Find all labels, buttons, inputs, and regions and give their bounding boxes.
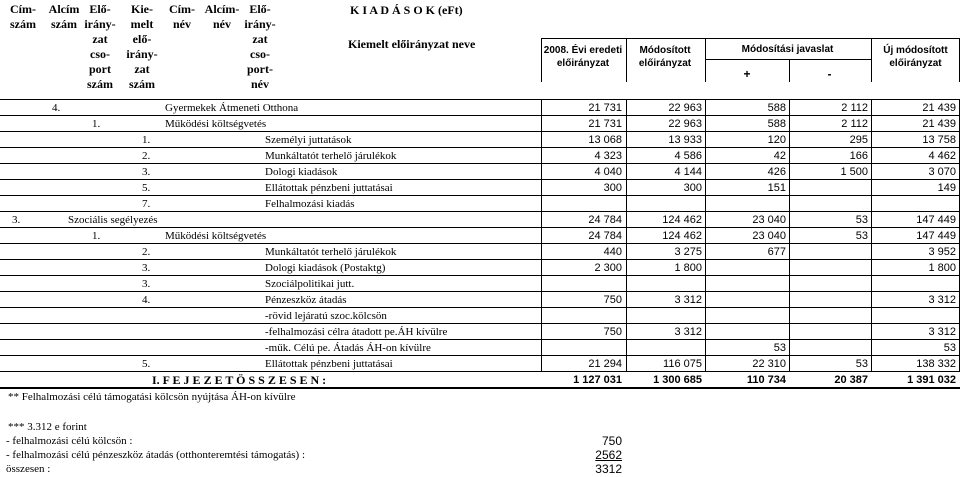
- cell-mod: 116 075: [663, 358, 702, 370]
- cell-orig: 24 784: [588, 230, 622, 242]
- row-code: 2.: [142, 150, 151, 162]
- cell-orig: 750: [603, 326, 622, 338]
- header-text: irány-: [126, 47, 158, 61]
- row-label: Működési költségvetés: [165, 118, 267, 130]
- row-label: Működési költségvetés: [165, 230, 267, 242]
- note-value-kolcson: 750: [601, 434, 622, 448]
- cell-new: [871, 308, 956, 324]
- cell-new: 21 439: [922, 102, 956, 114]
- cell-mod: 3 275: [674, 246, 702, 258]
- cell-plus: [705, 324, 786, 340]
- header-text: 2008. Évi eredeti: [543, 45, 623, 56]
- cell-plus: [705, 276, 786, 292]
- footnote-amount: *** 3.312 e forint: [8, 421, 87, 433]
- cell-minus: 53: [855, 230, 868, 242]
- javaslat-divider-line: [705, 59, 871, 60]
- cell-orig: [541, 196, 622, 212]
- cell-mod: 4 144: [674, 166, 702, 178]
- header-text: szám: [10, 17, 36, 31]
- row-code: 3.: [12, 214, 21, 226]
- cell-new: 1 800: [928, 262, 956, 274]
- cell-minus: 295: [849, 134, 868, 146]
- table-row: [0, 228, 960, 244]
- table-row: [0, 372, 960, 388]
- header-divider: [541, 38, 542, 82]
- header-text: Elő-: [89, 2, 111, 16]
- header-text: Cím-: [169, 2, 195, 16]
- header-text: elő-: [132, 32, 152, 46]
- col-header-cim-nev: [162, 2, 202, 32]
- header-text: Alcím: [48, 2, 80, 16]
- header-text: név: [213, 17, 231, 31]
- table-row: [0, 260, 960, 276]
- col-header-alcim-szam: [44, 2, 84, 32]
- cell-mod: 1 800: [674, 262, 702, 274]
- header-text: Módosított: [639, 45, 691, 56]
- row-label: I. F E J E Z E T Ö S S Z E S E N :: [152, 373, 327, 387]
- table-row: [0, 308, 960, 324]
- cell-new: 3 312: [928, 294, 956, 306]
- col-header-kiemelt-szam: [122, 2, 162, 92]
- cell-minus: [789, 244, 868, 260]
- table-row: [0, 212, 960, 228]
- table-row: [0, 292, 960, 308]
- header-text: port: [89, 62, 111, 76]
- table-row: [0, 196, 960, 212]
- cell-new: [871, 196, 956, 212]
- row-code: 4.: [142, 294, 151, 306]
- cell-plus: 588: [767, 102, 786, 114]
- cell-minus: [789, 276, 868, 292]
- cell-minus: 166: [849, 150, 868, 162]
- col-header-minus: -: [827, 67, 832, 81]
- cell-plus: 110 734: [746, 374, 786, 386]
- cell-minus: 53: [855, 358, 868, 370]
- cell-minus: [789, 292, 868, 308]
- header-top-line: [541, 38, 960, 39]
- cell-orig: [541, 340, 622, 356]
- cell-orig: [541, 308, 622, 324]
- cell-orig: 4 323: [594, 150, 622, 162]
- col-header-eredeti: [541, 44, 625, 70]
- header-divider: [789, 59, 790, 82]
- row-code: 4.: [52, 102, 61, 114]
- table-row: [0, 164, 960, 180]
- table-row: [0, 340, 960, 356]
- row-code: 1.: [142, 134, 151, 146]
- row-label: Dologi kiadások (Postaktg): [265, 262, 386, 274]
- cell-minus: [789, 308, 868, 324]
- cell-orig: 21 731: [588, 102, 622, 114]
- row-code: 1.: [92, 118, 101, 130]
- table-row: [0, 244, 960, 260]
- cell-new: 53: [943, 342, 956, 354]
- header-text: előirányzat: [889, 58, 942, 69]
- header-text: irány-: [244, 17, 276, 31]
- cell-plus: 588: [767, 118, 786, 130]
- cell-new: [871, 276, 956, 292]
- col-header-uj-modositott: [871, 44, 960, 70]
- row-label: Ellátottak pénzbeni juttatásai: [265, 358, 393, 370]
- kiemelt-eloiranyzat-neve-label: Kiemelt előirányzat neve: [348, 37, 476, 51]
- cell-orig: 1 127 031: [573, 374, 622, 386]
- cell-mod: 22 963: [668, 118, 702, 130]
- cell-orig: 21 731: [588, 118, 622, 130]
- note-line-kolcson: - felhalmozási célú kölcsön :: [6, 435, 133, 447]
- cell-new: 147 449: [916, 214, 956, 226]
- header-text: szám: [87, 77, 113, 91]
- table-row: [0, 116, 960, 132]
- cell-plus: 23 040: [752, 214, 786, 226]
- header-divider: [705, 38, 706, 82]
- cell-mod: 13 933: [668, 134, 702, 146]
- header-text: Alcím-: [204, 2, 240, 16]
- row-label: Szociális segélyezés: [68, 214, 158, 226]
- header-text: cso-: [250, 47, 270, 61]
- cell-new: 1 391 032: [907, 374, 956, 386]
- cell-plus: 120: [767, 134, 786, 146]
- cell-orig: 21 294: [588, 358, 622, 370]
- row-label: -műk. Célú pe. Átadás ÁH-on kívülre: [265, 342, 431, 354]
- row-code: 2.: [142, 246, 151, 258]
- col-header-cim-szam: [4, 2, 42, 32]
- note-value-osszesen: 3312: [595, 462, 622, 476]
- cell-orig: 13 068: [588, 134, 622, 146]
- cell-minus: 2 112: [841, 118, 868, 130]
- cell-orig: [541, 276, 622, 292]
- row-code: 5.: [142, 182, 151, 194]
- header-divider: [871, 38, 872, 82]
- col-header-modositasi-javaslat: Módosítási javaslat: [741, 44, 834, 55]
- footnote-loan: ** Felhalmozási célú támogatási kölcsön nyújtása ÁH-on kívülre: [8, 391, 296, 403]
- col-header-eloiranyzat-csoport-nev: [238, 2, 282, 92]
- col-header-eloiranyzat-csoport-szam: [80, 2, 120, 92]
- cell-plus: 426: [767, 166, 786, 178]
- cell-mod: 1 300 685: [653, 374, 702, 386]
- header-text: név: [251, 77, 269, 91]
- header-text: zat: [252, 32, 268, 46]
- cell-minus: [789, 180, 868, 196]
- header-text: előirányzat: [638, 58, 692, 69]
- table-row: [0, 356, 960, 372]
- cell-minus: 2 112: [841, 102, 868, 114]
- row-divider: [0, 387, 960, 389]
- row-code: 3.: [142, 278, 151, 290]
- table-row: [0, 276, 960, 292]
- cell-new: 149: [937, 182, 956, 194]
- cell-minus: 20 387: [834, 374, 868, 386]
- cell-orig: 2 300: [594, 262, 622, 274]
- row-label: Szociálpolitikai jutt.: [265, 278, 355, 290]
- cell-mod: 3 312: [674, 294, 702, 306]
- header-text: előirányzat: [556, 58, 610, 69]
- page-title: K I A D Á S O K (eFt): [350, 3, 463, 17]
- cell-plus: 53: [773, 342, 786, 354]
- cell-minus: [789, 340, 868, 356]
- row-label: -rövid lejáratú szoc.kölcsön: [265, 310, 387, 322]
- table-row: [0, 100, 960, 116]
- cell-new: 21 439: [922, 118, 956, 130]
- header-divider: [626, 38, 627, 82]
- row-label: Munkáltatót terhelő járulékok: [265, 246, 397, 258]
- cell-minus: 1 500: [840, 166, 868, 178]
- cell-new: 147 449: [916, 230, 956, 242]
- row-code: 3.: [142, 262, 151, 274]
- cell-mod: 300: [683, 182, 702, 194]
- cell-plus: [705, 260, 786, 276]
- row-label: Dologi kiadások: [265, 166, 338, 178]
- note-value-penzeszkoz: 2562: [595, 448, 622, 462]
- table-row: [0, 324, 960, 340]
- header-text: zat: [134, 62, 150, 76]
- cell-minus: [789, 196, 868, 212]
- row-label: Gyermekek Átmeneti Otthona: [165, 102, 299, 114]
- table-row: [0, 148, 960, 164]
- header-text: Elő-: [249, 2, 271, 16]
- cell-mod: 4 586: [674, 150, 702, 162]
- col-header-plus: +: [743, 67, 751, 81]
- cell-mod: 124 462: [662, 214, 702, 226]
- header-text: melt: [130, 17, 154, 31]
- header-text: szám: [129, 77, 155, 91]
- cell-new: 3 952: [928, 246, 956, 258]
- cell-new: 13 758: [922, 134, 956, 146]
- cell-mod: 124 462: [662, 230, 702, 242]
- cell-plus: [705, 196, 786, 212]
- col-header-modositott: [626, 44, 704, 70]
- row-label: Felhalmozási kiadás: [265, 198, 355, 210]
- cell-minus: [789, 324, 868, 340]
- row-label: Munkáltatót terhelő járulékok: [265, 150, 397, 162]
- cell-mod: [626, 196, 702, 212]
- cell-orig: 24 784: [588, 214, 622, 226]
- cell-mod: [626, 276, 702, 292]
- row-label: -felhalmozási célra átadott pe.ÁH kívülre: [265, 326, 448, 338]
- cell-orig: 4 040: [594, 166, 622, 178]
- row-code: 5.: [142, 358, 151, 370]
- note-line-osszesen: összesen :: [6, 463, 51, 475]
- cell-plus: 23 040: [752, 230, 786, 242]
- table-row: [0, 180, 960, 196]
- cell-new: 4 462: [928, 150, 956, 162]
- cell-mod: [626, 308, 702, 324]
- note-line-penzeszkoz: - felhalmozási célú pénzeszköz átadás (otthonteremtési támogatás) :: [6, 449, 306, 461]
- row-code: 7.: [142, 198, 151, 210]
- row-label: Ellátottak pénzbeni juttatásai: [265, 182, 393, 194]
- cell-new: 3 070: [928, 166, 956, 178]
- header-text: irány-: [84, 17, 116, 31]
- cell-plus: 151: [767, 182, 786, 194]
- cell-mod: 22 963: [668, 102, 702, 114]
- cell-mod: 3 312: [674, 326, 702, 338]
- cell-plus: 677: [767, 246, 786, 258]
- cell-mod: [626, 340, 702, 356]
- row-label: Pénzeszköz átadás: [265, 294, 347, 306]
- row-label: Személyi juttatások: [265, 134, 352, 146]
- header-text: port-: [247, 62, 273, 76]
- cell-plus: 22 310: [752, 358, 786, 370]
- table-row: [0, 132, 960, 148]
- cell-minus: 53: [855, 214, 868, 226]
- cell-plus: [705, 292, 786, 308]
- header-text: Kie-: [131, 2, 153, 16]
- cell-new: 3 312: [928, 326, 956, 338]
- cell-plus: 42: [773, 150, 786, 162]
- row-code: 1.: [92, 230, 101, 242]
- header-text: Cím-: [10, 2, 36, 16]
- header-text: név: [173, 17, 191, 31]
- cell-minus: [789, 260, 868, 276]
- cell-orig: 750: [603, 294, 622, 306]
- cell-new: 138 332: [916, 358, 956, 370]
- row-code: 3.: [142, 166, 151, 178]
- header-text: zat: [92, 32, 108, 46]
- header-text: cso-: [90, 47, 110, 61]
- cell-orig: 440: [603, 246, 622, 258]
- header-text: szám: [51, 17, 77, 31]
- header-text: Új módosított: [883, 45, 948, 56]
- cell-plus: [705, 308, 786, 324]
- cell-orig: 300: [603, 182, 622, 194]
